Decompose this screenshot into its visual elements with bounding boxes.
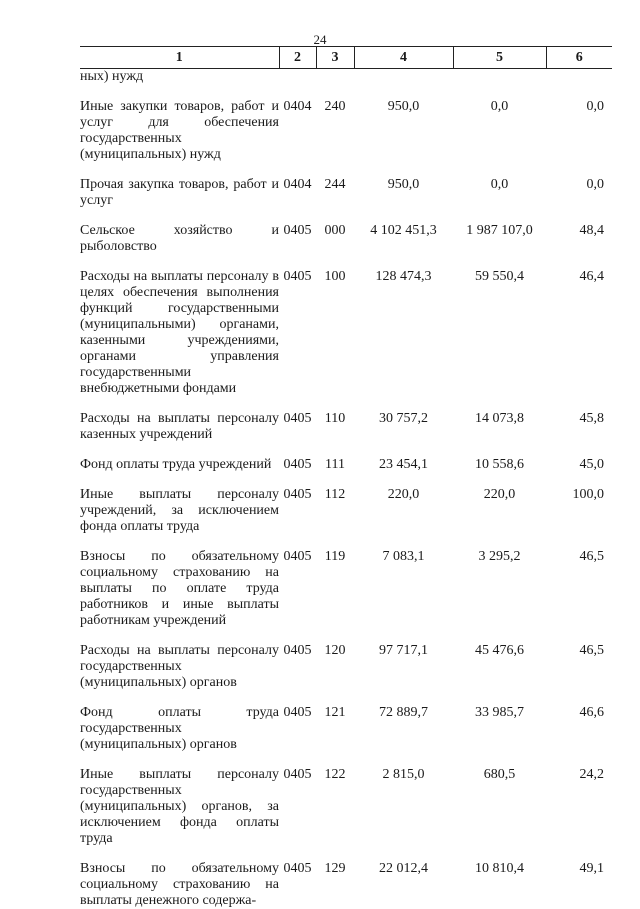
expense-type-code-cell: 122 xyxy=(316,767,354,847)
row-spacer-cell xyxy=(80,753,612,767)
executed-amount-cell: 45 476,6 xyxy=(453,643,546,691)
row-spacer xyxy=(80,397,612,411)
header-row xyxy=(80,47,612,69)
row-name-cell: Взносы по обязательному социальному страхованию на выплаты денежного содержа- xyxy=(80,861,279,909)
row-spacer-cell xyxy=(80,691,612,705)
row-name-cell: ных) нужд xyxy=(80,69,279,86)
planned-amount-cell: 23 454,1 xyxy=(354,457,453,473)
expense-type-code-cell: 244 xyxy=(316,177,354,209)
budget-table xyxy=(80,46,612,909)
execution-percent-cell: 24,2 xyxy=(546,767,612,847)
row-spacer-cell xyxy=(80,209,612,223)
row-spacer xyxy=(80,163,612,177)
row-name-cell: Фонд оплаты труда государственных (муниципальных) органов xyxy=(80,705,279,753)
section-code-cell: 0405 xyxy=(279,549,316,629)
table-body xyxy=(80,69,612,909)
execution-percent-cell: 48,4 xyxy=(546,223,612,255)
executed-amount-cell: 0,0 xyxy=(453,99,546,163)
table-row xyxy=(80,643,612,691)
column-header-5: 5 xyxy=(453,47,546,69)
execution-percent-cell: 46,4 xyxy=(546,269,612,397)
executed-amount-cell: 3 295,2 xyxy=(453,549,546,629)
row-spacer-cell xyxy=(80,163,612,177)
column-header-3: 3 xyxy=(316,47,354,69)
section-code-cell: 0405 xyxy=(279,643,316,691)
planned-amount-cell xyxy=(354,69,453,86)
table-row xyxy=(80,99,612,163)
planned-amount-cell: 72 889,7 xyxy=(354,705,453,753)
row-spacer-cell xyxy=(80,629,612,643)
execution-percent-cell xyxy=(546,69,612,86)
row-name-cell: Взносы по обязательному социальному страхованию на выплаты по оплате труда работников и иные выплаты работникам учреждений xyxy=(80,549,279,629)
planned-amount-cell: 950,0 xyxy=(354,177,453,209)
planned-amount-cell: 950,0 xyxy=(354,99,453,163)
row-spacer xyxy=(80,85,612,99)
execution-percent-cell: 46,6 xyxy=(546,705,612,753)
execution-percent-cell: 49,1 xyxy=(546,861,612,909)
expense-type-code-cell: 119 xyxy=(316,549,354,629)
table-row xyxy=(80,177,612,209)
column-header-6: 6 xyxy=(546,47,612,69)
column-header-2: 2 xyxy=(279,47,316,69)
planned-amount-cell: 2 815,0 xyxy=(354,767,453,847)
row-spacer-cell xyxy=(80,847,612,861)
executed-amount-cell xyxy=(453,69,546,86)
section-code-cell: 0404 xyxy=(279,177,316,209)
planned-amount-cell: 220,0 xyxy=(354,487,453,535)
section-code-cell: 0405 xyxy=(279,767,316,847)
executed-amount-cell: 0,0 xyxy=(453,177,546,209)
page-number: 24 xyxy=(0,32,640,48)
row-spacer xyxy=(80,629,612,643)
table-row xyxy=(80,69,612,86)
expense-type-code-cell: 100 xyxy=(316,269,354,397)
row-name-cell: Расходы на выплаты персоналу казенных учреждений xyxy=(80,411,279,443)
expense-type-code-cell: 110 xyxy=(316,411,354,443)
table-row xyxy=(80,705,612,753)
execution-percent-cell: 0,0 xyxy=(546,99,612,163)
execution-percent-cell: 46,5 xyxy=(546,549,612,629)
executed-amount-cell: 33 985,7 xyxy=(453,705,546,753)
execution-percent-cell: 45,0 xyxy=(546,457,612,473)
execution-percent-cell: 46,5 xyxy=(546,643,612,691)
executed-amount-cell: 220,0 xyxy=(453,487,546,535)
execution-percent-cell: 45,8 xyxy=(546,411,612,443)
planned-amount-cell: 97 717,1 xyxy=(354,643,453,691)
executed-amount-cell: 680,5 xyxy=(453,767,546,847)
row-spacer-cell xyxy=(80,443,612,457)
section-code-cell: 0405 xyxy=(279,487,316,535)
table-row xyxy=(80,549,612,629)
executed-amount-cell: 10 810,4 xyxy=(453,861,546,909)
table-row xyxy=(80,487,612,535)
row-name-cell: Сельское хозяйство и рыболовство xyxy=(80,223,279,255)
row-spacer xyxy=(80,535,612,549)
section-code-cell: 0405 xyxy=(279,705,316,753)
planned-amount-cell: 30 757,2 xyxy=(354,411,453,443)
column-header-4: 4 xyxy=(354,47,453,69)
expense-type-code-cell: 000 xyxy=(316,223,354,255)
section-code-cell: 0405 xyxy=(279,457,316,473)
row-spacer-cell xyxy=(80,473,612,487)
section-code-cell: 0404 xyxy=(279,99,316,163)
expense-type-code-cell: 120 xyxy=(316,643,354,691)
section-code-cell xyxy=(279,69,316,86)
row-spacer xyxy=(80,443,612,457)
row-spacer-cell xyxy=(80,255,612,269)
table-header xyxy=(80,47,612,69)
row-name-cell: Прочая закупка товаров, работ и услуг xyxy=(80,177,279,209)
expense-type-code-cell: 112 xyxy=(316,487,354,535)
table-row xyxy=(80,411,612,443)
planned-amount-cell: 128 474,3 xyxy=(354,269,453,397)
section-code-cell: 0405 xyxy=(279,411,316,443)
row-name-cell: Иные выплаты персоналу учреждений, за исключением фонда оплаты труда xyxy=(80,487,279,535)
row-name-cell: Иные выплаты персоналу государственных (муниципальных) органов, за исключением фонда оплаты труда xyxy=(80,767,279,847)
expense-type-code-cell xyxy=(316,69,354,86)
executed-amount-cell: 10 558,6 xyxy=(453,457,546,473)
executed-amount-cell: 1 987 107,0 xyxy=(453,223,546,255)
planned-amount-cell: 22 012,4 xyxy=(354,861,453,909)
executed-amount-cell: 14 073,8 xyxy=(453,411,546,443)
planned-amount-cell: 7 083,1 xyxy=(354,549,453,629)
row-name-cell: Расходы на выплаты персоналу государственных (муниципальных) органов xyxy=(80,643,279,691)
section-code-cell: 0405 xyxy=(279,861,316,909)
row-name-cell: Иные закупки товаров, работ и услуг для обеспечения государственных (муниципальных) нужд xyxy=(80,99,279,163)
row-spacer xyxy=(80,255,612,269)
column-header-1: 1 xyxy=(80,47,279,69)
section-code-cell: 0405 xyxy=(279,269,316,397)
row-spacer xyxy=(80,753,612,767)
expense-type-code-cell: 111 xyxy=(316,457,354,473)
row-name-cell: Расходы на выплаты персоналу в целях обеспечения выполнения функций государственными (муниципальными) органами, казенными учреждениями, органами управления государственными внебюджетными фондами xyxy=(80,269,279,397)
row-name-cell: Фонд оплаты труда учреждений xyxy=(80,457,279,473)
table-row xyxy=(80,269,612,397)
table-row xyxy=(80,861,612,909)
execution-percent-cell: 100,0 xyxy=(546,487,612,535)
planned-amount-cell: 4 102 451,3 xyxy=(354,223,453,255)
executed-amount-cell: 59 550,4 xyxy=(453,269,546,397)
row-spacer xyxy=(80,691,612,705)
table-row xyxy=(80,223,612,255)
row-spacer-cell xyxy=(80,397,612,411)
table-row xyxy=(80,457,612,473)
row-spacer xyxy=(80,473,612,487)
execution-percent-cell: 0,0 xyxy=(546,177,612,209)
expense-type-code-cell: 129 xyxy=(316,861,354,909)
table-row xyxy=(80,767,612,847)
expense-type-code-cell: 240 xyxy=(316,99,354,163)
section-code-cell: 0405 xyxy=(279,223,316,255)
expense-type-code-cell: 121 xyxy=(316,705,354,753)
row-spacer-cell xyxy=(80,85,612,99)
row-spacer xyxy=(80,209,612,223)
row-spacer xyxy=(80,847,612,861)
row-spacer-cell xyxy=(80,535,612,549)
